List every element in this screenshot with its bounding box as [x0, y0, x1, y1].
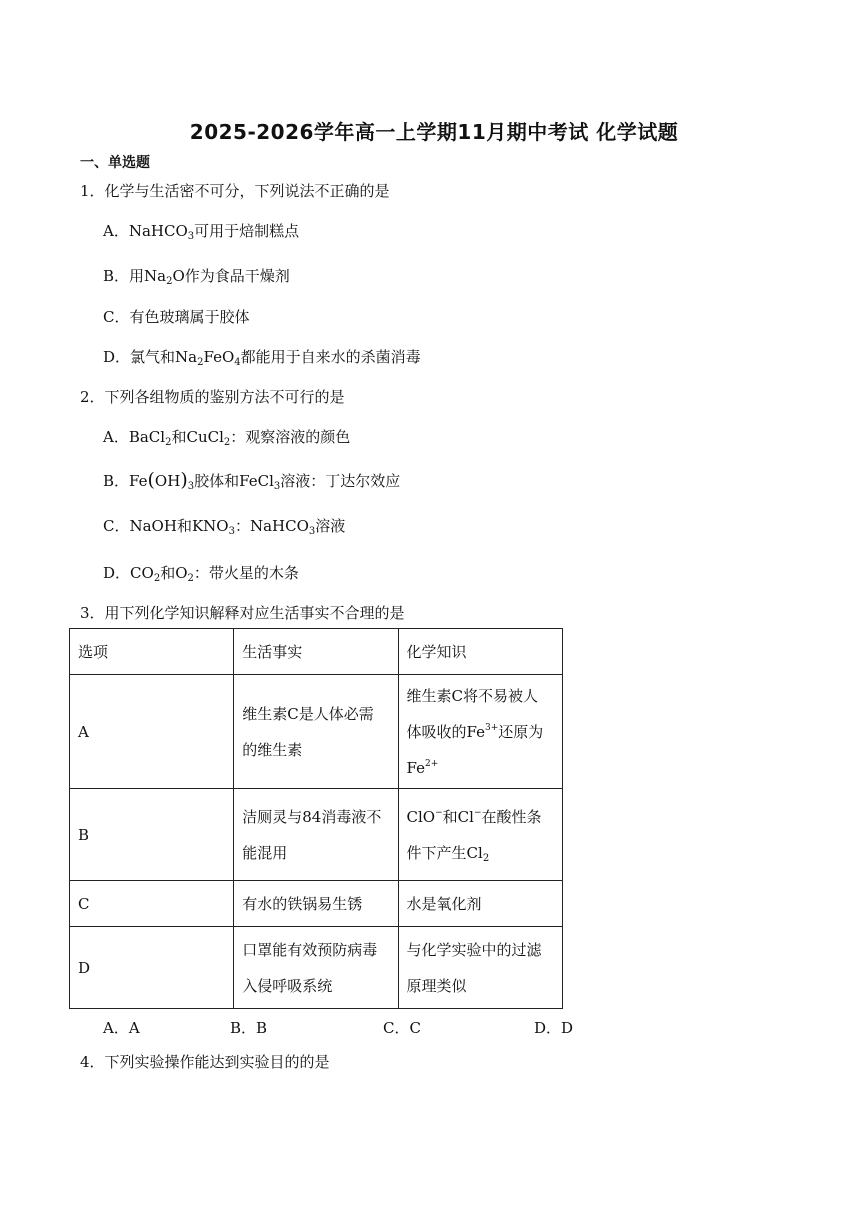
table-cell-option: D — [70, 927, 234, 1009]
question-3-answer-c: C．C — [383, 1019, 421, 1037]
section-heading: 一、单选题 — [80, 155, 150, 171]
table-cell-fact: 口罩能有效预防病毒 入侵呼吸系统 — [234, 927, 398, 1009]
table-cell-fact: 有水的铁锅易生锈 — [234, 881, 398, 927]
table-header-cell: 生活事实 — [234, 629, 398, 675]
question-1-option-b: B．用$Na_2O$作为食品干燥剂 — [103, 267, 290, 287]
question-1-option-c: C．有色玻璃属于胶体 — [103, 308, 250, 326]
table-cell-option: A — [70, 675, 234, 789]
table-cell-knowledge: 维生素C将不易被人 体吸收的$Fe^{3+}$还原为 $Fe^{2+}$ — [398, 675, 562, 789]
question-2-option-b: B．$Fe(OH)_3$胶体和FeCl$_3$溶液：丁达尔效应 — [103, 469, 401, 492]
table-header-cell: 选项 — [70, 629, 234, 675]
table-cell-knowledge: ClO−和Cl−在酸性条 件下产生$Cl_2$ — [398, 789, 562, 881]
question-3-answer-d: D．D — [534, 1019, 574, 1037]
table-row — [70, 789, 563, 881]
question-3-stem: 3．用下列化学知识解释对应生活事实不合理的是 — [80, 604, 405, 622]
question-3-answer-b: B．B — [230, 1019, 268, 1037]
table-row — [70, 881, 563, 927]
table-cell-knowledge: 与化学实验中的过滤 原理类似 — [398, 927, 562, 1009]
table-cell-option: C — [70, 881, 234, 927]
table-cell-option: B — [70, 789, 234, 881]
table-row — [70, 675, 563, 789]
question-2-option-d: D．$CO_2$和$O_2$：带火星的木条 — [103, 564, 299, 584]
page-title: 2025-2026学年高一上学期11月期中考试 化学试题 — [189, 120, 679, 144]
table-header-cell: 化学知识 — [398, 629, 562, 675]
question-3-answer-a: A．A — [103, 1019, 140, 1037]
table-cell-fact: 洁厕灵与84消毒液不 能混用 — [234, 789, 398, 881]
question-1-option-d: D．氯气和$Na_2FeO_4$都能用于自来水的杀菌消毒 — [103, 348, 421, 368]
question-2-stem: 2．下列各组物质的鉴别方法不可行的是 — [80, 388, 345, 406]
question-1-stem: 1．化学与生活密不可分，下列说法不正确的是 — [80, 182, 390, 200]
question-3-table — [69, 628, 563, 1009]
table-row — [70, 927, 563, 1009]
question-2-option-c: C．NaOH和$KNO_3$：NaHCO$_3$溶液 — [103, 517, 346, 537]
question-2-option-a: A．BaCl$_2$和CuCl$_2$：观察溶液的颜色 — [103, 428, 351, 448]
question-4-stem: 4．下列实验操作能达到实验目的的是 — [80, 1053, 330, 1071]
table-header-row — [70, 629, 563, 675]
table-cell-fact: 维生素C是人体必需 的维生素 — [234, 675, 398, 789]
question-1-option-a: A．NaHCO$_3$可用于焙制糕点 — [103, 222, 300, 242]
table-cell-knowledge: 水是氧化剂 — [398, 881, 562, 927]
